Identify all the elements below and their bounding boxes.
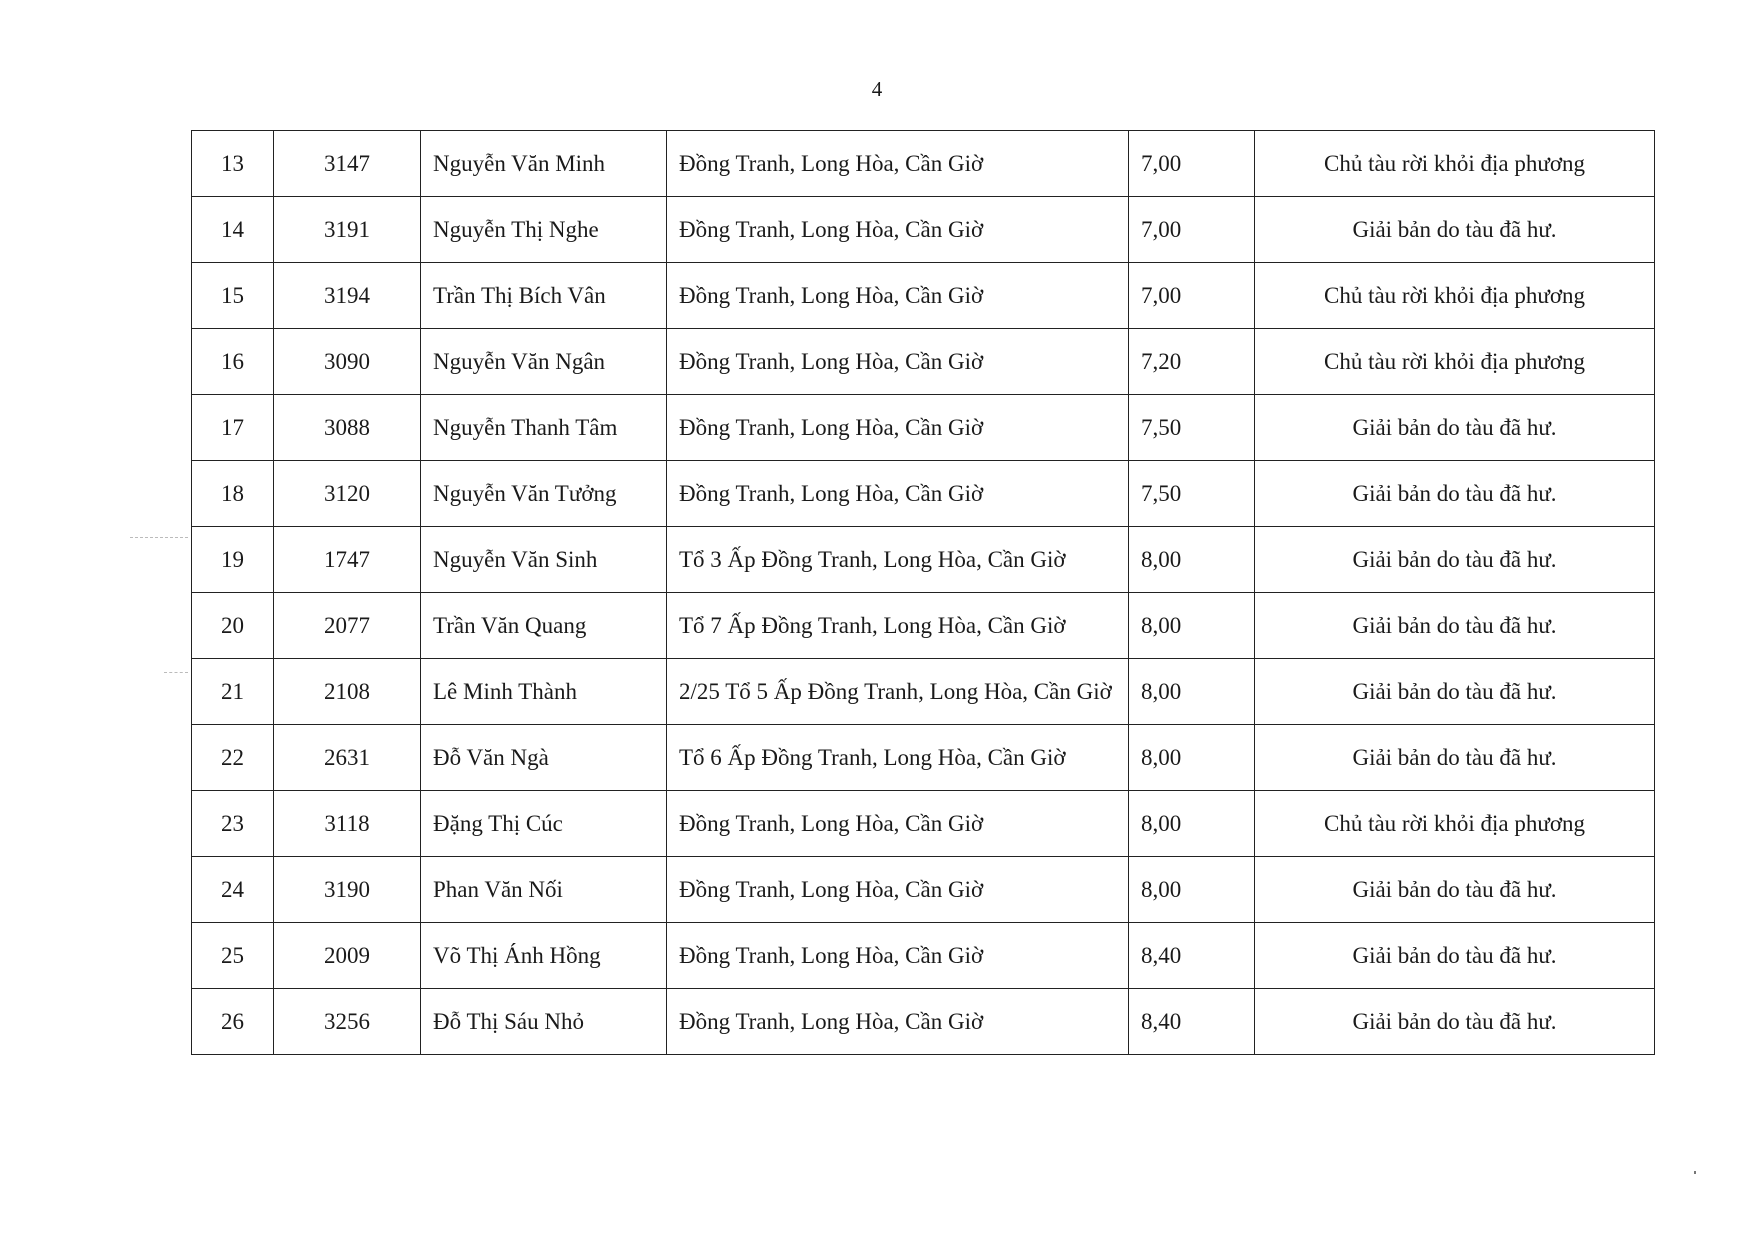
vessel-value-cell: 8,00 — [1129, 659, 1255, 725]
vessel-value-cell: 8,40 — [1129, 923, 1255, 989]
registration-number-cell: 3147 — [274, 131, 421, 197]
table-row — [192, 263, 1655, 329]
removal-reason-cell: Giải bản do tàu đã hư. — [1255, 725, 1655, 791]
owner-address-cell: Đồng Tranh, Long Hòa, Cần Giờ — [667, 131, 1129, 197]
register-table — [191, 130, 1655, 1055]
removal-reason-cell: Chủ tàu rời khỏi địa phương — [1255, 263, 1655, 329]
vessel-value-cell: 8,00 — [1129, 527, 1255, 593]
vessel-value-cell: 8,00 — [1129, 725, 1255, 791]
owner-name-cell: Trần Thị Bích Vân — [421, 263, 667, 329]
registration-number-cell: 2009 — [274, 923, 421, 989]
table-row — [192, 197, 1655, 263]
row-number-cell: 20 — [192, 593, 274, 659]
owner-address-cell: Đồng Tranh, Long Hòa, Cần Giờ — [667, 461, 1129, 527]
owner-address-cell: 2/25 Tổ 5 Ấp Đồng Tranh, Long Hòa, Cần Giờ — [667, 659, 1129, 725]
table-row — [192, 725, 1655, 791]
owner-address-cell: Đồng Tranh, Long Hòa, Cần Giờ — [667, 857, 1129, 923]
owner-name-cell: Nguyễn Văn Tưởng — [421, 461, 667, 527]
vessel-value-cell: 8,00 — [1129, 791, 1255, 857]
row-number-cell: 24 — [192, 857, 274, 923]
owner-address-cell: Đồng Tranh, Long Hòa, Cần Giờ — [667, 395, 1129, 461]
table-row — [192, 857, 1655, 923]
row-number-cell: 22 — [192, 725, 274, 791]
removal-reason-cell: Chủ tàu rời khỏi địa phương — [1255, 791, 1655, 857]
row-number-cell: 17 — [192, 395, 274, 461]
table-row — [192, 989, 1655, 1055]
row-number-cell: 14 — [192, 197, 274, 263]
vessel-value-cell: 8,00 — [1129, 857, 1255, 923]
removal-reason-cell: Giải bản do tàu đã hư. — [1255, 197, 1655, 263]
scan-margin-mark — [130, 537, 188, 538]
registration-number-cell: 3120 — [274, 461, 421, 527]
owner-name-cell: Lê Minh Thành — [421, 659, 667, 725]
owner-address-cell: Đồng Tranh, Long Hòa, Cần Giờ — [667, 329, 1129, 395]
row-number-cell: 16 — [192, 329, 274, 395]
table-row — [192, 923, 1655, 989]
removal-reason-cell: Giải bản do tàu đã hư. — [1255, 395, 1655, 461]
owner-address-cell: Đồng Tranh, Long Hòa, Cần Giờ — [667, 263, 1129, 329]
owner-address-cell: Tổ 7 Ấp Đồng Tranh, Long Hòa, Cần Giờ — [667, 593, 1129, 659]
owner-address-cell: Tổ 6 Ấp Đồng Tranh, Long Hòa, Cần Giờ — [667, 725, 1129, 791]
removal-reason-cell: Giải bản do tàu đã hư. — [1255, 923, 1655, 989]
vessel-value-cell: 7,20 — [1129, 329, 1255, 395]
register-table-body — [192, 131, 1655, 1055]
table-row — [192, 791, 1655, 857]
registration-number-cell: 3190 — [274, 857, 421, 923]
registration-number-cell: 2631 — [274, 725, 421, 791]
removal-reason-cell: Giải bản do tàu đã hư. — [1255, 659, 1655, 725]
registration-number-cell: 3194 — [274, 263, 421, 329]
owner-name-cell: Phan Văn Nối — [421, 857, 667, 923]
table-row — [192, 131, 1655, 197]
registration-number-cell: 3088 — [274, 395, 421, 461]
row-number-cell: 26 — [192, 989, 274, 1055]
vessel-value-cell: 7,00 — [1129, 131, 1255, 197]
registration-number-cell: 3256 — [274, 989, 421, 1055]
page-number: 4 — [871, 77, 883, 101]
registration-number-cell: 2108 — [274, 659, 421, 725]
row-number-cell: 25 — [192, 923, 274, 989]
removal-reason-cell: Giải bản do tàu đã hư. — [1255, 593, 1655, 659]
owner-name-cell: Võ Thị Ánh Hồng — [421, 923, 667, 989]
table-row — [192, 395, 1655, 461]
registration-number-cell: 3191 — [274, 197, 421, 263]
registration-number-cell: 2077 — [274, 593, 421, 659]
table-row — [192, 527, 1655, 593]
removal-reason-cell: Giải bản do tàu đã hư. — [1255, 857, 1655, 923]
table-row — [192, 461, 1655, 527]
owner-address-cell: Đồng Tranh, Long Hòa, Cần Giờ — [667, 989, 1129, 1055]
scan-margin-mark — [164, 672, 188, 673]
scan-speck — [1694, 1171, 1696, 1174]
vessel-value-cell: 7,00 — [1129, 197, 1255, 263]
owner-name-cell: Đỗ Văn Ngà — [421, 725, 667, 791]
row-number-cell: 23 — [192, 791, 274, 857]
vessel-value-cell: 7,00 — [1129, 263, 1255, 329]
owner-address-cell: Đồng Tranh, Long Hòa, Cần Giờ — [667, 791, 1129, 857]
registration-number-cell: 3090 — [274, 329, 421, 395]
table-row — [192, 329, 1655, 395]
row-number-cell: 21 — [192, 659, 274, 725]
owner-address-cell: Đồng Tranh, Long Hòa, Cần Giờ — [667, 197, 1129, 263]
owner-name-cell: Trần Văn Quang — [421, 593, 667, 659]
owner-address-cell: Tổ 3 Ấp Đồng Tranh, Long Hòa, Cần Giờ — [667, 527, 1129, 593]
owner-name-cell: Nguyễn Thị Nghe — [421, 197, 667, 263]
registration-number-cell: 3118 — [274, 791, 421, 857]
removal-reason-cell: Chủ tàu rời khỏi địa phương — [1255, 131, 1655, 197]
row-number-cell: 18 — [192, 461, 274, 527]
owner-name-cell: Nguyễn Văn Sinh — [421, 527, 667, 593]
row-number-cell: 19 — [192, 527, 274, 593]
table-row — [192, 659, 1655, 725]
owner-name-cell: Nguyễn Thanh Tâm — [421, 395, 667, 461]
vessel-value-cell: 7,50 — [1129, 461, 1255, 527]
owner-name-cell: Đỗ Thị Sáu Nhỏ — [421, 989, 667, 1055]
removal-reason-cell: Giải bản do tàu đã hư. — [1255, 527, 1655, 593]
vessel-value-cell: 7,50 — [1129, 395, 1255, 461]
vessel-value-cell: 8,00 — [1129, 593, 1255, 659]
row-number-cell: 13 — [192, 131, 274, 197]
removal-reason-cell: Giải bản do tàu đã hư. — [1255, 989, 1655, 1055]
registration-number-cell: 1747 — [274, 527, 421, 593]
owner-name-cell: Nguyễn Văn Minh — [421, 131, 667, 197]
owner-name-cell: Nguyễn Văn Ngân — [421, 329, 667, 395]
owner-name-cell: Đặng Thị Cúc — [421, 791, 667, 857]
row-number-cell: 15 — [192, 263, 274, 329]
owner-address-cell: Đồng Tranh, Long Hòa, Cần Giờ — [667, 923, 1129, 989]
removal-reason-cell: Chủ tàu rời khỏi địa phương — [1255, 329, 1655, 395]
vessel-value-cell: 8,40 — [1129, 989, 1255, 1055]
table-row — [192, 593, 1655, 659]
removal-reason-cell: Giải bản do tàu đã hư. — [1255, 461, 1655, 527]
